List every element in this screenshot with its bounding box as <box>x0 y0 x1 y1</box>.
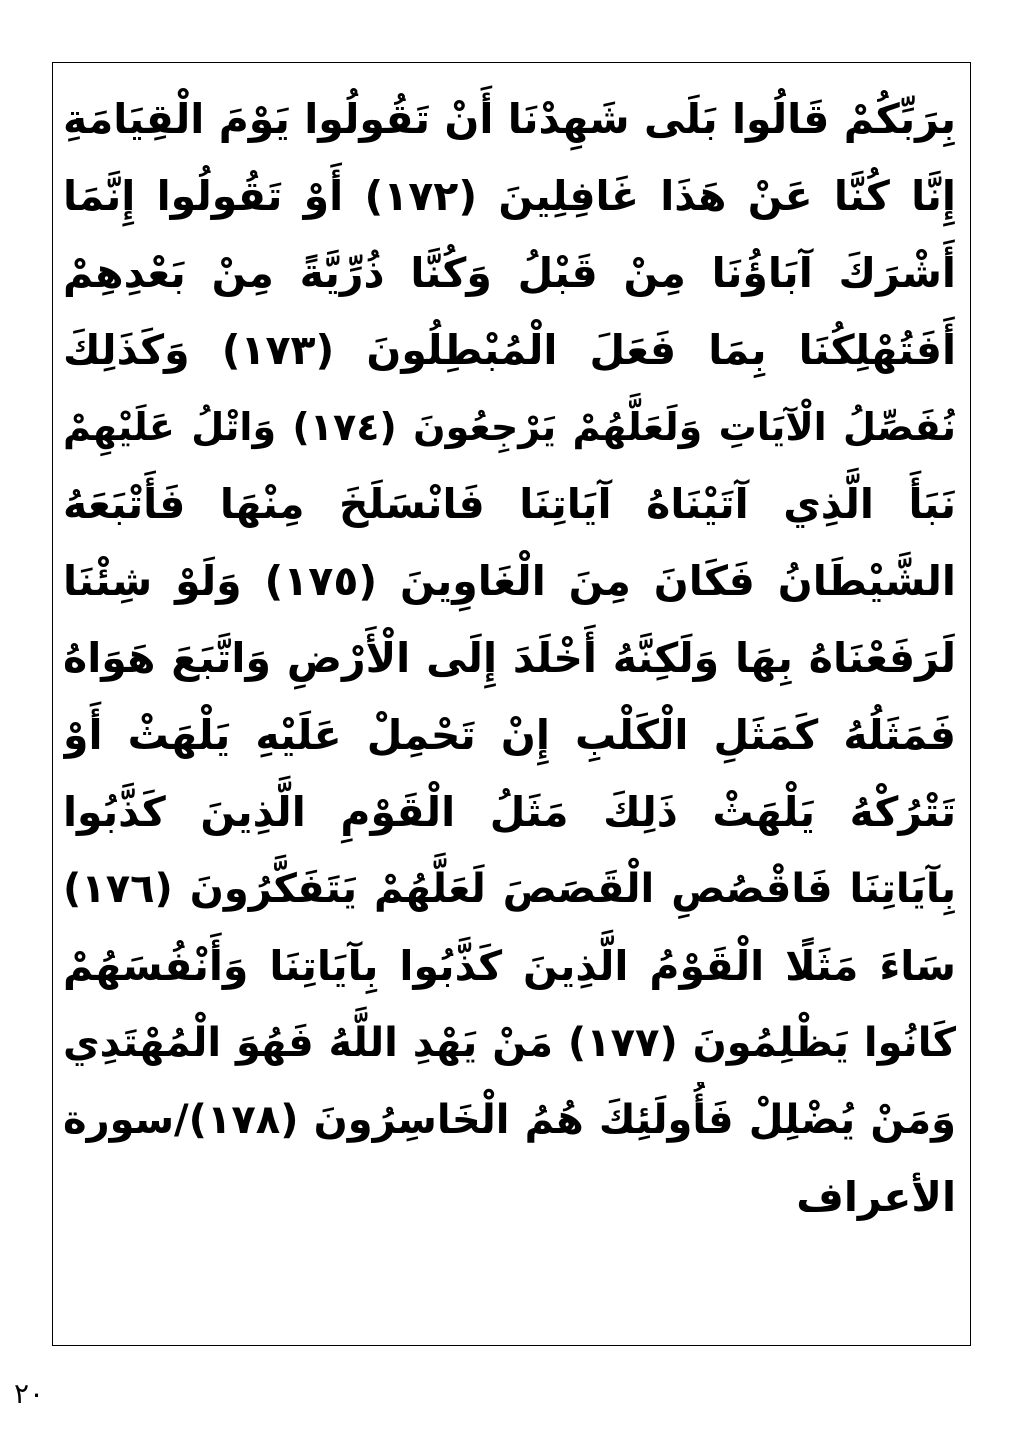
text-line: فَمَثَلُهُ كَمَثَلِ الْكَلْبِ إِنْ تَحْمِلْ عَلَيْهِ يَلْهَثْ أَوْ <box>63 711 956 759</box>
page-number: ٢٠ <box>14 1377 45 1410</box>
text-line: نَبَأَ الَّذِي آتَيْنَاهُ آيَاتِنَا فَانْسَلَخَ مِنْهَا فَأَتْبَعَهُ <box>63 480 956 528</box>
text-line: نُفَصِّلُ الْآيَاتِ وَلَعَلَّهُمْ يَرْجِعُونَ (١٧٤) وَاتْلُ عَلَيْهِمْ <box>63 405 956 449</box>
text-line: إِنَّا كُنَّا عَنْ هَذَا غَافِلِينَ (١٧٢) أَوْ تَقُولُوا إِنَّمَا <box>63 172 956 220</box>
text-line: أَشْرَكَ آبَاؤُنَا مِنْ قَبْلُ وَكُنَّا ذُرِّيَّةً مِنْ بَعْدِهِمْ <box>63 249 956 297</box>
text-line: الشَّيْطَانُ فَكَانَ مِنَ الْغَاوِينَ (١٧٥) وَلَوْ شِئْنَا <box>63 557 956 605</box>
verse-text-block <box>63 81 956 1236</box>
text-line: تَتْرُكْهُ يَلْهَثْ ذَلِكَ مَثَلُ الْقَوْمِ الَّذِينَ كَذَّبُوا <box>63 788 956 836</box>
page-frame <box>52 62 971 1346</box>
text-line: أَفَتُهْلِكُنَا بِمَا فَعَلَ الْمُبْطِلُونَ (١٧٣) وَكَذَلِكَ <box>63 326 956 374</box>
text-line-final: الأعراف <box>796 1173 956 1221</box>
text-line: وَمَنْ يُضْلِلْ فَأُولَئِكَ هُمُ الْخَاسِرُونَ (١٧٨)/سورة <box>63 1097 956 1143</box>
text-line: سَاءَ مَثَلًا الْقَوْمُ الَّذِينَ كَذَّبُوا بِآيَاتِنَا وَأَنْفُسَهُمْ <box>63 942 956 990</box>
text-line: بِرَبِّكُمْ قَالُوا بَلَى شَهِدْنَا أَنْ تَقُولُوا يَوْمَ الْقِيَامَةِ <box>63 95 956 143</box>
text-line: كَانُوا يَظْلِمُونَ (١٧٧) مَنْ يَهْدِ اللَّهُ فَهُوَ الْمُهْتَدِي <box>63 1020 956 1066</box>
text-line: بِآيَاتِنَا فَاقْصُصِ الْقَصَصَ لَعَلَّهُمْ يَتَفَكَّرُونَ (١٧٦) <box>63 866 956 912</box>
text-line: لَرَفَعْنَاهُ بِهَا وَلَكِنَّهُ أَخْلَدَ إِلَى الْأَرْضِ وَاتَّبَعَ هَوَاهُ <box>63 634 956 682</box>
